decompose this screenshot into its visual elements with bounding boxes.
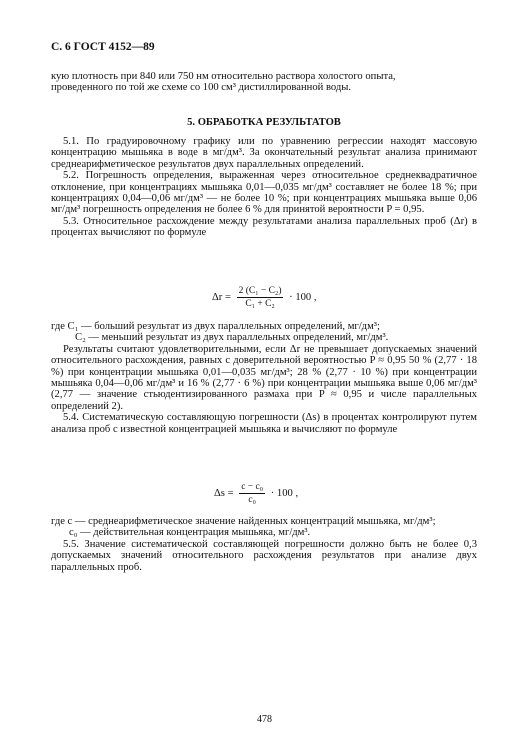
formula2-numerator: c − c₀: [241, 482, 264, 492]
intro-line-2: проведенного по той же схеме со 100 см³ дистиллированной воды.: [51, 82, 352, 94]
page-header: С. 6 ГОСТ 4152—89: [51, 41, 155, 53]
where-block-1: [51, 321, 477, 435]
section-title: 5. ОБРАБОТКА РЕЗУЛЬТАТОВ: [187, 117, 341, 128]
paragraph-5-1: 5.1. По градуировочному графику или по уравнению регрессии находят массовую концентрацию мышьяка в воде в мг/дм³. За окончательный результат анализа принимают среднеарифметическое результатов двух параллельных определений.: [51, 136, 477, 170]
formula-systematic-error: [214, 482, 298, 505]
formula2-denominator: c₀: [248, 495, 256, 505]
paragraph-5-2: 5.2. Погрешность определения, выраженная через относительное среднеквадратичное отклонение, при концентрациях мышьяка 0,01—0,035 мг/дм³ составляет не более 18 %; при концентрациях 0,04—0,06 мг/дм³ — не более 10 %; при концентрациях мышьяка выше 0,06 мг/дм³ погрешность определения не более 6 % для принятой вероятности P = 0,95.: [51, 170, 477, 216]
formula1-fraction: [237, 286, 284, 309]
formula2-rhs: · 100 ,: [270, 487, 299, 499]
page-number: 478: [257, 714, 272, 725]
formula1-numerator: 2 (C₁ − C₂): [238, 286, 282, 296]
formula-relative-discrepancy: [212, 286, 317, 309]
formula1-rhs: · 100 ,: [289, 291, 317, 303]
where1-c2: C₂ — меньший результат из двух параллельных определений, мг/дм³.: [75, 332, 389, 344]
where1-c1: где C₁ — больший результат из двух параллельных определений, мг/дм³;: [51, 321, 380, 332]
paragraph-5-4: 5.4. Систематическую составляющую погрешности (Δs) в процентах контролируют путем анализа проб с известной концентрацией мышьяка и вычисляют по формуле: [51, 412, 477, 435]
formula2-fraction: [239, 482, 265, 505]
formula1-lhs: Δr =: [212, 291, 231, 303]
where-block-2: [51, 516, 477, 573]
formula1-denominator: C₁ + C₂: [245, 299, 275, 309]
section-body-top: [51, 136, 477, 239]
results-paragraph: Результаты считают удовлетворительными, если Δr не превышает допускаемых значений относительного расхождения, равных с доверительной вероятностью P ≈ 0,95 50 % (2,77 · 18 %) при концентрации мышьяка 0,01—0,035 мг/дм³; 28 % (2,77 · 10 %) при концентрации мышьяка 0,04—0,06 мг/дм³ и 16 % (2,77 · 6 %) при концентрации мышьяка выше 0,06 мг/дм³ (2,77 — значение стьюдентизированного размаха при P ≈ 0,95 и числе параллельных определений 2).: [51, 343, 477, 412]
where2-c0: c₀ — действительная концентрация мышьяка, мг/дм³.: [69, 527, 311, 539]
formula2-lhs: Δs =: [214, 487, 234, 499]
where2-c: где c — среднеарифметическое значение найденных концентраций мышьяка, мг/дм³;: [51, 516, 436, 527]
intro-line-1: кую плотность при 840 или 750 нм относительно раствора холостого опыта,: [51, 71, 396, 82]
intro-paragraph: [51, 71, 477, 94]
paragraph-5-3: 5.3. Относительное расхождение между результатами анализа параллельных проб (Δr) в процентах вычисляют по формуле: [51, 215, 477, 239]
paragraph-5-5: 5.5. Значение систематической составляющей погрешности должно быть не более 0,3 допускаемых значений относительного расхождения результатов при анализе двух параллельных проб.: [51, 538, 477, 573]
